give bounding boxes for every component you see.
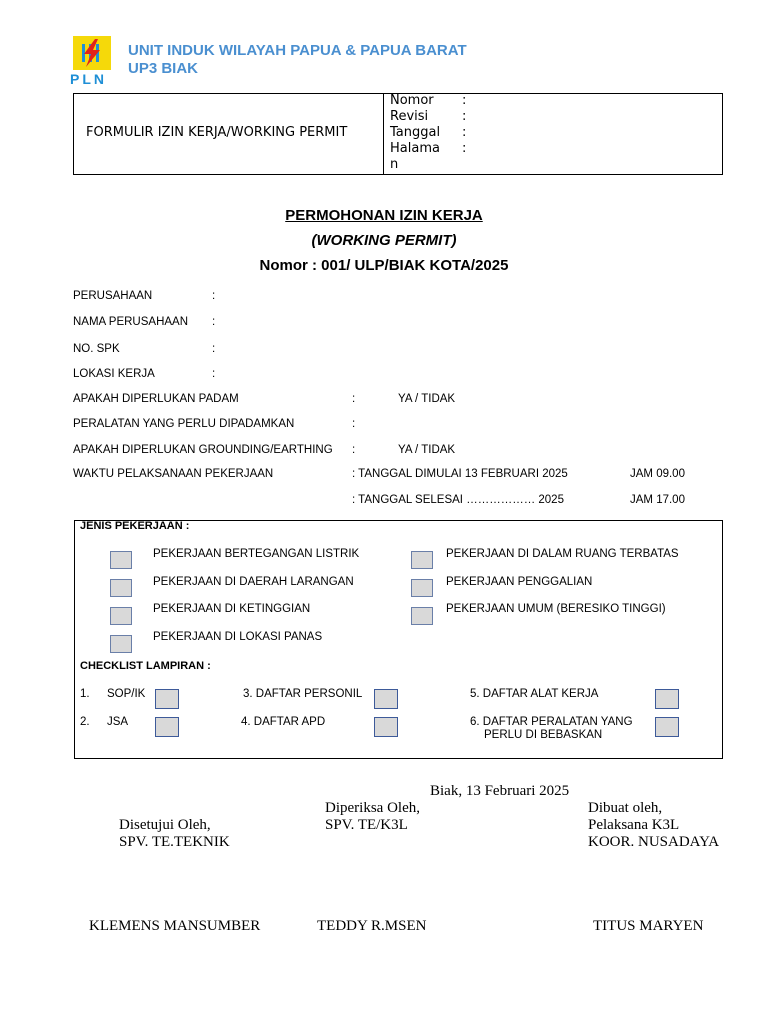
checklist-label-personil: 3. DAFTAR PERSONIL bbox=[243, 688, 363, 700]
field-label-waktu: WAKTU PELAKSANAAN PEKERJAAN bbox=[73, 468, 274, 480]
meta-halaman-wrap: n bbox=[390, 157, 399, 172]
diperiksa-label: Diperiksa Oleh, bbox=[325, 800, 420, 816]
checkbox-peralatan[interactable] bbox=[655, 717, 679, 737]
checklist-label-peralatan: 6. DAFTAR PERALATAN YANG bbox=[470, 716, 633, 728]
form-title: FORMULIR IZIN KERJA/WORKING PERMIT bbox=[86, 125, 348, 140]
pln-logo bbox=[70, 36, 116, 88]
checklist-label-sop: SOP/IK bbox=[107, 688, 146, 700]
checkbox-alat[interactable] bbox=[655, 689, 679, 709]
section-title-checklist: CHECKLIST LAMPIRAN : bbox=[80, 660, 211, 672]
form-header-divider bbox=[383, 93, 384, 175]
checklist-label-alat: 5. DAFTAR ALAT KERJA bbox=[470, 688, 599, 700]
checklist-label-apd: 4. DAFTAR APD bbox=[241, 716, 326, 728]
logo-text: PLN bbox=[70, 71, 107, 87]
meta-nomor: Nomor bbox=[390, 93, 434, 108]
signing-date: Biak, 13 Februari 2025 bbox=[430, 783, 570, 799]
job-type-label: PEKERJAAN PENGGALIAN bbox=[446, 576, 593, 588]
field-label-perusahaan: PERUSAHAAN bbox=[73, 290, 153, 302]
checkbox-daerah-larangan[interactable] bbox=[110, 579, 132, 597]
field-label-nama-perusahaan: NAMA PERUSAHAAN bbox=[73, 316, 189, 328]
dibuat-label: Dibuat oleh, bbox=[588, 800, 663, 816]
org-name-line2: UP3 BIAK bbox=[128, 60, 199, 77]
checklist-label-peralatan-cont: PERLU DI BEBASKAN bbox=[484, 729, 603, 741]
meta-colon: : bbox=[462, 141, 467, 156]
org-name-line1: UNIT INDUK WILAYAH PAPUA & PAPUA BARAT bbox=[128, 42, 467, 59]
job-type-label: PEKERJAAN BERTEGANGAN LISTRIK bbox=[153, 548, 360, 560]
doc-number: Nomor : 001/ ULP/BIAK KOTA/2025 bbox=[259, 257, 509, 274]
field-label-peralatan: PERALATAN YANG PERLU DIPADAMKAN bbox=[73, 418, 295, 430]
diperiksa-role: SPV. TE/K3L bbox=[325, 817, 408, 833]
field-colon: : bbox=[212, 290, 216, 302]
job-type-label: PEKERJAAN DI KETINGGIAN bbox=[153, 603, 311, 615]
dibuat-role: Pelaksana K3L bbox=[588, 817, 680, 833]
section-title-jenis: JENIS PEKERJAAN : bbox=[80, 520, 190, 532]
checkbox-lokasi-panas[interactable] bbox=[110, 635, 132, 653]
disetujui-role: SPV. TE.TEKNIK bbox=[119, 834, 230, 850]
field-colon: : bbox=[212, 368, 216, 380]
checklist-label-jsa: JSA bbox=[107, 716, 129, 728]
job-type-label: PEKERJAAN UMUM (BERESIKO TINGGI) bbox=[446, 603, 666, 615]
disetujui-label: Disetujui Oleh, bbox=[119, 817, 211, 833]
checkbox-apd[interactable] bbox=[374, 717, 398, 737]
meta-colon: : bbox=[462, 109, 467, 124]
field-value-grounding: YA / TIDAK bbox=[398, 444, 456, 456]
doc-subtitle: (WORKING PERMIT) bbox=[311, 232, 457, 249]
field-value-jam-selesai: JAM 17.00 bbox=[630, 494, 685, 506]
checkbox-sop[interactable] bbox=[155, 689, 179, 709]
field-value-jam-mulai: JAM 09.00 bbox=[630, 468, 685, 480]
job-type-label: PEKERJAAN DI LOKASI PANAS bbox=[153, 631, 323, 643]
field-colon: : bbox=[352, 393, 356, 405]
meta-tanggal: Tanggal bbox=[390, 125, 441, 140]
signatory-name-3: TITUS MARYEN bbox=[593, 918, 704, 934]
signatory-name-1: KLEMENS MANSUMBER bbox=[89, 918, 261, 934]
checkbox-personil[interactable] bbox=[374, 689, 398, 709]
meta-colon: : bbox=[462, 125, 467, 140]
field-value-selesai: : TANGGAL SELESAI ……………… 2025 bbox=[352, 494, 564, 506]
field-colon: : bbox=[212, 316, 216, 328]
field-label-lokasi-kerja: LOKASI KERJA bbox=[73, 368, 155, 380]
field-label-padam: APAKAH DIPERLUKAN PADAM bbox=[73, 393, 239, 405]
doc-title: PERMOHONAN IZIN KERJA bbox=[285, 207, 483, 224]
field-colon: : bbox=[352, 444, 356, 456]
field-colon: : bbox=[212, 343, 216, 355]
checkbox-penggalian[interactable] bbox=[411, 579, 433, 597]
checklist-number: 2. bbox=[80, 716, 90, 728]
field-label-grounding: APAKAH DIPERLUKAN GROUNDING/EARTHING bbox=[73, 444, 333, 456]
checkbox-ketinggian[interactable] bbox=[110, 607, 132, 625]
meta-halaman: Halama bbox=[390, 141, 440, 156]
signatory-name-2: TEDDY R.MSEN bbox=[317, 918, 427, 934]
field-colon: : bbox=[352, 418, 356, 430]
meta-colon: : bbox=[462, 93, 467, 108]
checkbox-bertegangan-listrik[interactable] bbox=[110, 551, 132, 569]
checkbox-ruang-terbatas[interactable] bbox=[411, 551, 433, 569]
field-value-padam: YA / TIDAK bbox=[398, 393, 456, 405]
field-label-no-spk: NO. SPK bbox=[73, 343, 120, 355]
dibuat-company: KOOR. NUSADAYA bbox=[588, 834, 720, 850]
meta-revisi: Revisi bbox=[390, 109, 429, 124]
job-type-label: PEKERJAAN DI DAERAH LARANGAN bbox=[153, 576, 354, 588]
checklist-number: 1. bbox=[80, 688, 90, 700]
field-value-mulai: : TANGGAL DIMULAI 13 FEBRUARI 2025 bbox=[352, 468, 568, 480]
checkbox-jsa[interactable] bbox=[155, 717, 179, 737]
checkbox-umum-beresiko[interactable] bbox=[411, 607, 433, 625]
job-type-label: PEKERJAAN DI DALAM RUANG TERBATAS bbox=[446, 548, 679, 560]
